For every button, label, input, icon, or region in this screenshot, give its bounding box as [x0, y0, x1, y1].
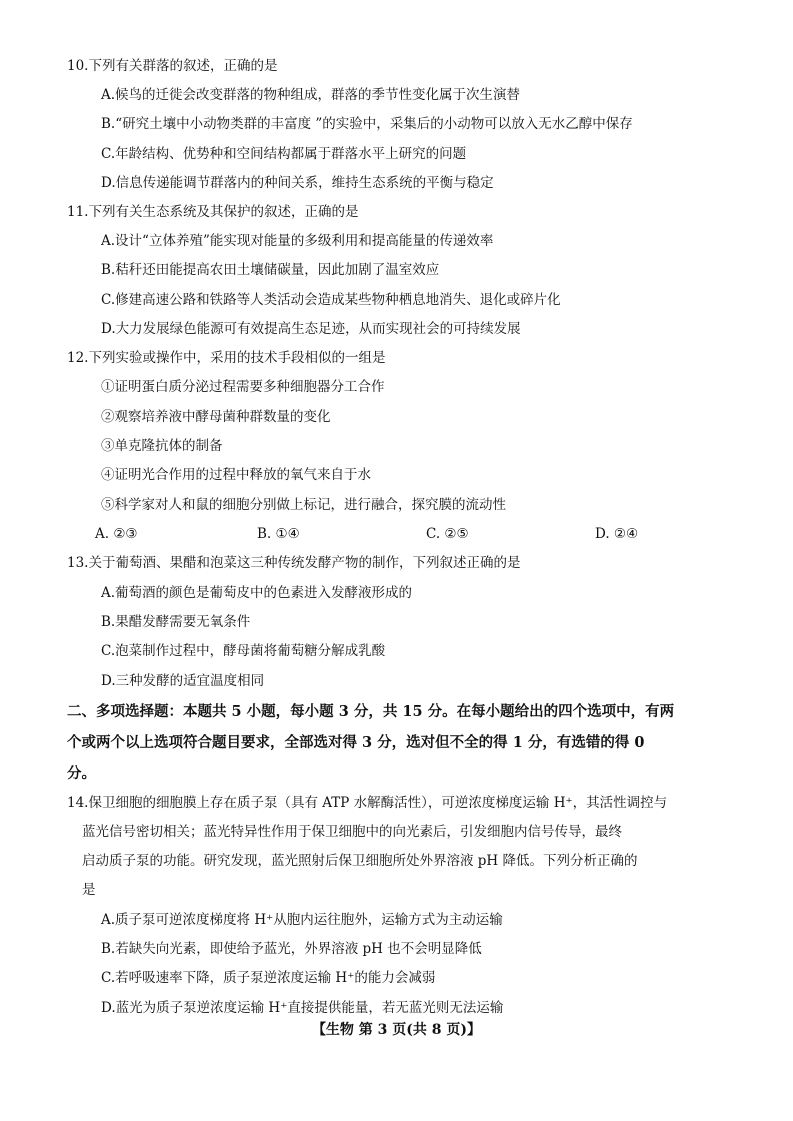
- page-footer: 【生物 第 3 页(共 8 页)】: [311, 1022, 482, 1038]
- q10-stem: 10.下列有关群落的叙述，正确的是: [67, 58, 278, 74]
- q12-choice-d: D. ②④: [595, 526, 639, 542]
- q11-option-d: D.大力发展绿色能源可有效提高生态足迹，从而实现社会的可持续发展: [101, 321, 521, 337]
- q13-option-c: C.泡菜制作过程中，酵母菌将葡萄糖分解成乳酸: [101, 643, 386, 659]
- q10-option-c: C.年龄结构、优势种和空间结构都属于群落水平上研究的问题: [101, 146, 467, 162]
- q14-option-a: A.质子泵可逆浓度梯度将 H⁺从胞内运往胞外，运输方式为主动运输: [101, 912, 503, 928]
- q11-option-c: C.修建高速公路和铁路等人类活动会造成某些物种栖息地消失、退化或碎片化: [101, 292, 561, 308]
- q13-stem: 13.关于葡萄酒、果醋和泡菜这三种传统发酵产物的制作，下列叙述正确的是: [67, 555, 521, 571]
- q12-item-3: ③单克隆抗体的制备: [101, 438, 223, 454]
- q12-choice-a: A. ②③: [95, 526, 138, 542]
- q11-option-b: B.秸秆还田能提高农田土壤储碳量，因此加剧了温室效应: [101, 262, 440, 278]
- q12-item-5: ⑤科学家对人和鼠的细胞分别做上标记，进行融合，探究膜的流动性: [101, 497, 506, 513]
- q11-stem: 11.下列有关生态系统及其保护的叙述，正确的是: [67, 204, 359, 220]
- q14-option-c: C.若呼吸速率下降，质子泵逆浓度运输 H⁺的能力会减弱: [101, 970, 436, 986]
- section2-heading-line1: 二、多项选择题：本题共 5 小题，每小题 3 分，共 15 分。在每小题给出的四个选项中，有两: [67, 703, 675, 720]
- q14-stem-line4: 是: [82, 882, 96, 898]
- q14-option-d: D.蓝光为质子泵逆浓度运输 H⁺直接提供能量，若无蓝光则无法运输: [101, 1000, 504, 1016]
- q14-stem-line3: 启动质子泵的功能。研究发现，蓝光照射后保卫细胞所处外界溶液 pH 降低。下列分析正确的: [82, 853, 638, 869]
- q10-option-d: D.信息传递能调节群落内的种间关系，维持生态系统的平衡与稳定: [101, 175, 494, 191]
- q14-option-b: B.若缺失向光素，即使给予蓝光，外界溶液 pH 也不会明显降低: [101, 941, 482, 957]
- section2-heading-line3: 分。: [67, 765, 96, 782]
- q10-option-a: A.候鸟的迁徙会改变群落的物种组成，群落的季节性变化属于次生演替: [101, 87, 521, 103]
- q13-option-d: D.三种发酵的适宜温度相同: [101, 673, 265, 689]
- q12-choice-c: C. ②⑤: [426, 526, 469, 542]
- q12-stem: 12.下列实验或操作中，采用的技术手段相似的一组是: [67, 350, 386, 366]
- q14-stem-line1: 14.保卫细胞的细胞膜上存在质子泵（具有 ATP 水解酶活性），可逆浓度梯度运输 H⁺，其活性调控与: [67, 795, 668, 811]
- q10-option-b: B.“研究土壤中小动物类群的丰富度 ”的实验中，采集后的小动物可以放入无水乙醇中保存: [101, 116, 633, 132]
- q12-item-4: ④证明光合作用的过程中释放的氧气来自于水: [101, 467, 371, 483]
- q13-option-a: A.葡萄酒的颜色是葡萄皮中的色素进入发酵液形成的: [101, 585, 413, 601]
- q11-option-a: A.设计“立体养殖”能实现对能量的多级利用和提高能量的传递效率: [101, 233, 494, 249]
- q12-item-2: ②观察培养液中酵母菌种群数量的变化: [101, 409, 331, 425]
- q14-stem-line2: 蓝光信号密切相关；蓝光特异性作用于保卫细胞中的向光素后，引发细胞内信号传导，最终: [82, 824, 622, 840]
- q12-choice-b: B. ①④: [257, 526, 300, 542]
- section2-heading-line2: 个或两个以上选项符合题目要求，全部选对得 3 分，选对但不全的得 1 分，有选错的得 0: [67, 734, 645, 751]
- q13-option-b: B.果醋发酵需要无氧条件: [101, 614, 251, 630]
- q12-item-1: ①证明蛋白质分泌过程需要多种细胞器分工合作: [101, 379, 385, 395]
